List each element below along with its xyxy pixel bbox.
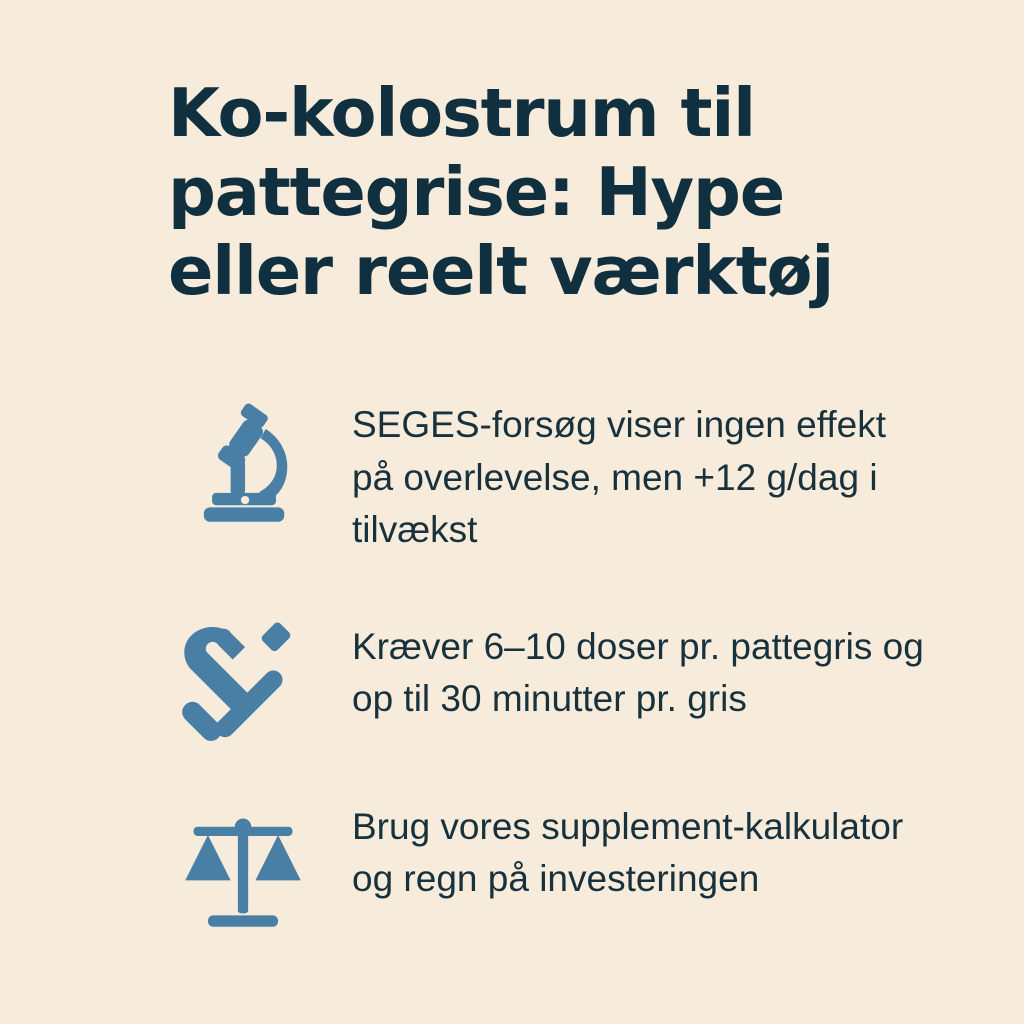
list-item-label: Kræver 6–10 doser pr. pattegris og op til 30 minutter pr. gris	[352, 625, 924, 720]
list-item	[168, 389, 934, 557]
page-title: Ko-kolostrum til pattegrise: Hype eller reelt værktøj	[168, 74, 834, 311]
list-item	[168, 795, 934, 945]
list-item-label: SEGES-forsøg viser ingen effekt på overlevelse, men +12 g/dag i tilvækst	[352, 404, 886, 551]
list-item-label: Brug vores supplement-kalkulator og regn på investeringen	[352, 805, 904, 900]
tools-icon	[168, 601, 318, 751]
bullet-list	[168, 389, 934, 945]
balance-scale-icon	[168, 795, 318, 945]
list-item	[168, 601, 934, 751]
microscope-icon	[168, 389, 318, 539]
